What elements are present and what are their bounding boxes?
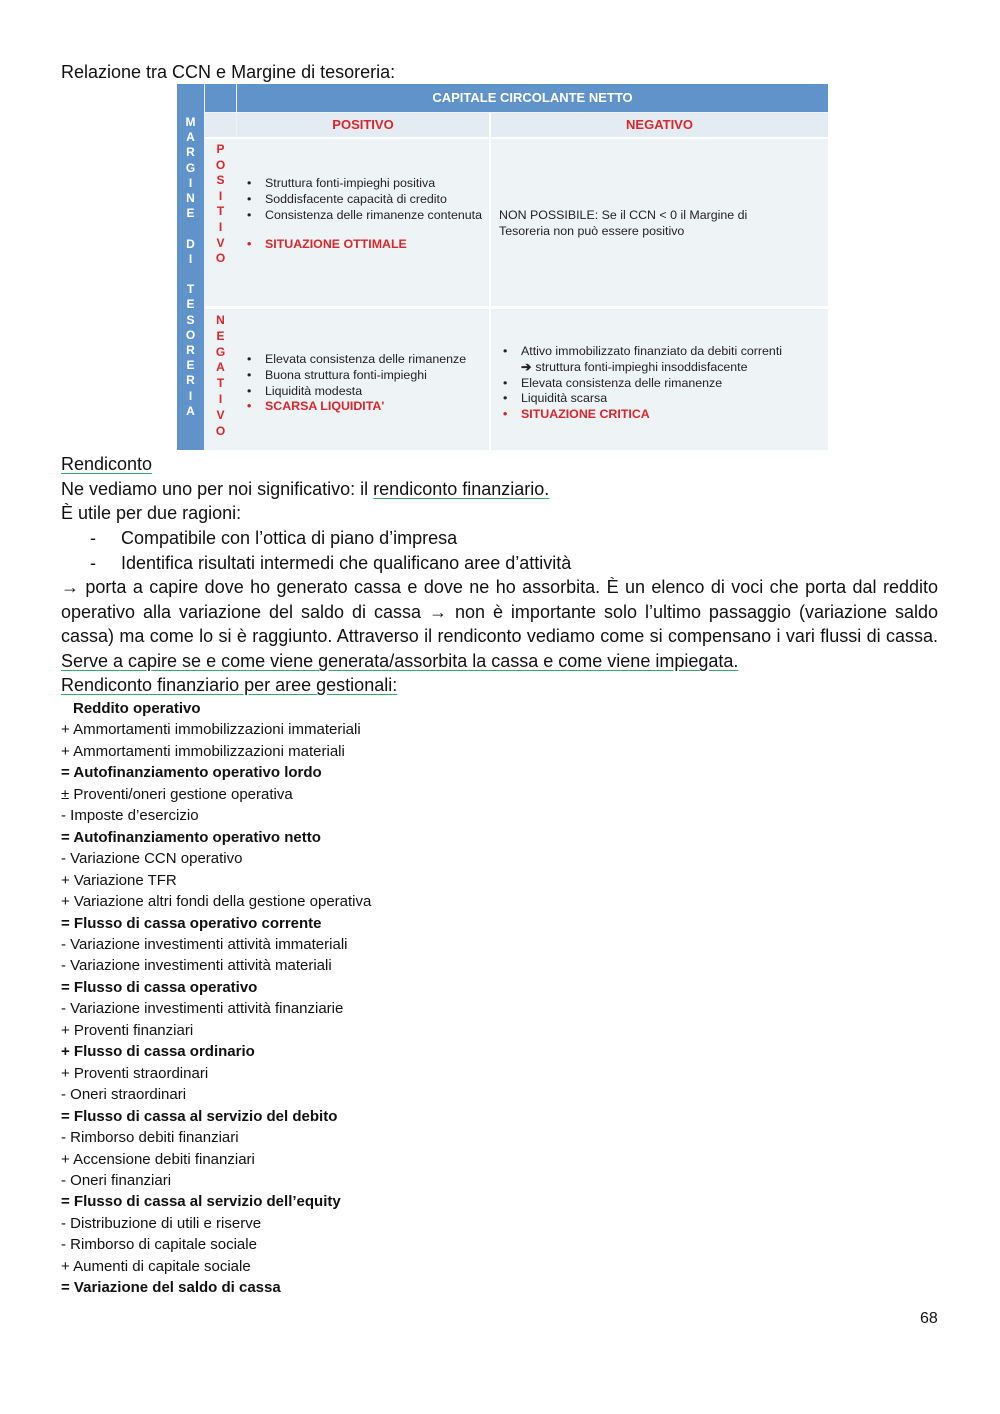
vertical-letter: V — [216, 407, 225, 422]
vertical-letter: E — [216, 328, 225, 343]
vertical-letter: G — [185, 160, 196, 175]
vertical-letter: G — [215, 344, 226, 359]
column-separator — [489, 113, 491, 450]
cell-negative-negative — [499, 344, 827, 423]
vertical-letter: S — [216, 173, 225, 188]
reason-text: Identifica risultati intermedi che qualificano aree d’attività — [121, 552, 572, 573]
cell-item: • Attivo immobilizzato finanziato da debiti correnti — [499, 344, 827, 360]
cell-item: • Buona struttura fonti-impieghi — [243, 368, 487, 384]
statement-line: - Variazione investimenti attività immateriali — [61, 935, 348, 953]
row-separator-top — [205, 137, 828, 139]
cell-arrow-text: struttura fonti-impieghi insoddisfacente — [535, 359, 748, 374]
vertical-letter: O — [215, 251, 226, 266]
vertical-letter: I — [188, 388, 193, 403]
statement-line: = Flusso di cassa al servizio dell’equity — [61, 1193, 341, 1211]
statement-line: = Autofinanziamento operativo netto — [61, 828, 321, 846]
statement-line: - Oneri straordinari — [61, 1086, 187, 1104]
statement-line: = Autofinanziamento operativo lordo — [61, 764, 322, 782]
rendiconto-title: Rendiconto — [61, 454, 153, 474]
vertical-letter: T — [216, 376, 225, 391]
reasons-list — [61, 526, 938, 575]
reason-item: - Compatibile con l’ottica di piano d’impresa — [90, 528, 458, 548]
vertical-letter: I — [218, 220, 223, 234]
cell-item: • Soddisfacente capacità di credito — [243, 192, 483, 208]
vertical-letter: R — [186, 343, 195, 357]
cell-negative-positive — [243, 352, 487, 415]
vertical-letter: I — [218, 392, 223, 406]
cell-text-line: NON POSSIBILE: Se il CCN < 0 il Margine di — [499, 208, 748, 222]
vertical-letter: P — [216, 142, 225, 156]
intro-underlined: rendiconto finanziario. — [373, 479, 550, 499]
vertical-letter: N — [186, 191, 195, 205]
vertical-letter: N — [216, 313, 225, 327]
statement-line: = Flusso di cassa al servizio del debito — [61, 1107, 338, 1125]
ccn-header: CAPITALE CIRCOLANTE NETTO — [237, 84, 828, 112]
statement-line: + Variazione altri fondi della gestione operativa — [61, 893, 372, 911]
areas-title — [61, 673, 938, 698]
cell-item: • Struttura fonti-impieghi positiva — [243, 176, 483, 192]
vertical-letter: D — [186, 236, 195, 251]
statement-line: - Distribuzione di utili e riserve — [61, 1214, 262, 1232]
cell-item: • Liquidità modesta — [243, 384, 487, 400]
statement-line: Reddito operativo — [73, 700, 201, 717]
vertical-letter: R — [186, 373, 195, 388]
ccn-margin-table — [177, 84, 828, 450]
cell-arrow-item — [499, 360, 827, 376]
cell-emphasis: • SITUAZIONE OTTIMALE — [243, 237, 483, 253]
statement-line: = Variazione del saldo di cassa — [61, 1279, 281, 1297]
vertical-letter: O — [215, 423, 226, 438]
rendiconto-paragraph — [61, 575, 938, 674]
rendiconto-intro — [61, 477, 938, 502]
vertical-letter: E — [186, 297, 195, 312]
statement-line: = Flusso di cassa operativo corrente — [61, 914, 322, 932]
intro-text: Ne vediamo uno per noi significativo: il — [61, 479, 374, 499]
statement-line: + Variazione TFR — [61, 871, 177, 889]
vertical-letter: I — [188, 251, 193, 266]
vertical-letter: E — [186, 358, 195, 373]
statement-line: + Flusso di cassa ordinario — [61, 1043, 255, 1061]
statement-line: - Rimborso di capitale sociale — [61, 1236, 257, 1254]
statement-line: + Accensione debiti finanziari — [61, 1150, 255, 1168]
cell-positive-negative — [499, 208, 819, 240]
cell-item: • Elevata consistenza delle rimanenze — [243, 352, 487, 368]
statement-line: + Ammortamenti immobilizzazioni immateriali — [61, 721, 361, 739]
statement-line: + Proventi straordinari — [61, 1064, 209, 1082]
statement-line: ± Proventi/oneri gestione operativa — [61, 785, 293, 803]
vertical-letter: E — [186, 206, 195, 221]
vertical-letter: V — [216, 235, 225, 250]
reason-text: Compatibile con l’ottica di piano d’impresa — [121, 528, 458, 548]
vertical-letter: M — [185, 115, 196, 129]
table-corner — [205, 84, 236, 112]
col-positive-header: POSITIVO — [237, 113, 489, 137]
vertical-letter: S — [186, 312, 195, 327]
statement-line: - Variazione investimenti attività finanziarie — [61, 1000, 344, 1018]
vertical-letter: R — [186, 145, 195, 160]
page-number: 68 — [920, 1310, 938, 1327]
vertical-letter: O — [185, 327, 196, 342]
cell-text-line: Tesoreria non può essere positivo — [499, 223, 685, 238]
cell-emphasis: • SITUAZIONE CRITICA — [499, 407, 827, 423]
statement-line: + Ammortamenti immobilizzazioni materiali — [61, 742, 345, 760]
cell-emphasis: • SCARSA LIQUIDITA' — [243, 399, 487, 415]
statement-line: + Proventi finanziari — [61, 1021, 194, 1039]
vertical-letter: T — [216, 204, 225, 219]
col-negative-header: NEGATIVO — [491, 113, 828, 137]
areas-title-text: Rendiconto finanziario per aree gestionali: — [61, 675, 398, 695]
statement-line: - Imposte d’esercizio — [61, 807, 199, 825]
reason-item: - Identifica risultati intermedi che qualificano aree d’attività — [90, 552, 572, 573]
cell-item: • Consistenza delle rimanenze contenuta — [243, 208, 483, 224]
reasons-intro: È utile per due ragioni: — [61, 503, 242, 523]
statement-line: - Variazione CCN operativo — [61, 850, 243, 868]
statement-line: - Variazione investimenti attività materiali — [61, 957, 332, 975]
paragraph-underlined: Serve a capire se e come viene generata/assorbita la cassa e come viene impiegata. — [61, 651, 739, 672]
cell-item: • Elevata consistenza delle rimanenze — [499, 376, 827, 392]
statement-line: - Oneri finanziari — [61, 1171, 172, 1189]
statement-line: + Aumenti di capitale sociale — [61, 1257, 251, 1275]
vertical-letter: I — [218, 188, 223, 203]
row-separator — [205, 306, 828, 309]
statement-line: - Rimborso debiti finanziari — [61, 1129, 239, 1147]
vertical-letter: O — [215, 157, 226, 172]
vertical-letter: A — [186, 130, 195, 145]
section-heading: Relazione tra CCN e Margine di tesoreria: — [61, 62, 396, 82]
vertical-letter: T — [186, 282, 195, 297]
cell-positive-positive — [243, 176, 483, 253]
vertical-letter: A — [186, 403, 195, 418]
vertical-letter: I — [188, 175, 193, 190]
paragraph-text: → porta a capire dove ho generato cassa e dove ne ho assorbita. È un elenco di voci che porta dal reddito operativo alla variazione del saldo di cassa → non è importante solo l’ultimo passaggio (variazione saldo cassa) ma come lo si è raggiunto. Attraverso il rendiconto vediamo come si compensano i vari flussi di cassa. — [61, 577, 938, 647]
table-corner-sub — [205, 113, 236, 137]
statement-line: = Flusso di cassa operativo — [61, 978, 258, 996]
vertical-letter: A — [216, 360, 225, 375]
cash-flow-statement — [61, 698, 371, 1299]
cell-item: • Liquidità scarsa — [499, 391, 827, 407]
arrow-right-icon: ➔ — [521, 359, 532, 374]
